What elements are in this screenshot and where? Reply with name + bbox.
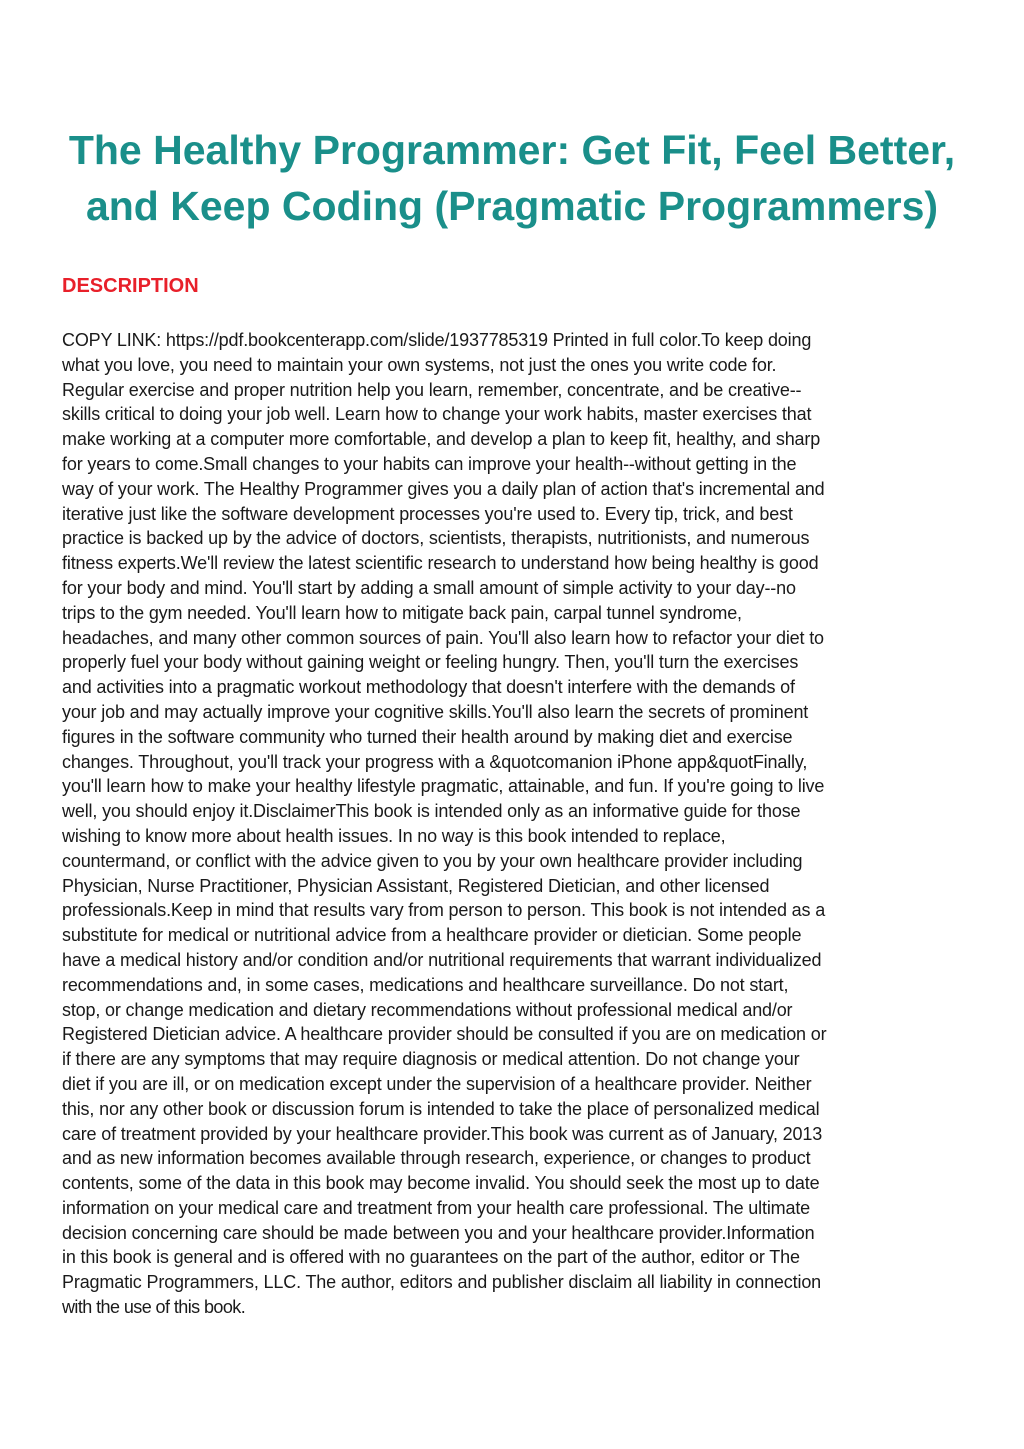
description-line: Regular exercise and proper nutrition help you learn, remember, concentrate, and be creative-- <box>62 379 802 400</box>
description-line: recommendations and, in some cases, medications and healthcare surveillance. Do not start, <box>62 974 789 995</box>
description-line: Registered Dietician advice. A healthcare provider should be consulted if you are on medication or <box>62 1024 827 1045</box>
description-line: way of your work. The Healthy Programmer gives you a daily plan of action that's incremental and <box>62 478 825 499</box>
description-line: your job and may actually improve your cognitive skills.You'll also learn the secrets of prominent <box>62 701 809 722</box>
description-line: information on your medical care and treatment from your health care professional. The ultimate <box>62 1197 811 1218</box>
description-line: for your body and mind. You'll start by adding a small amount of simple activity to your day--no <box>62 577 796 598</box>
description-line: diet if you are ill, or on medication except under the supervision of a healthcare provider. Neither <box>62 1073 812 1094</box>
description-line: countermand, or conflict with the advice given to you by your own healthcare provider including <box>62 850 803 871</box>
description-line: substitute for medical or nutritional advice from a healthcare provider or dietician. Some people <box>62 925 802 946</box>
description-line: and as new information becomes available through research, experience, or changes to product <box>62 1148 811 1169</box>
section-heading-description: DESCRIPTION <box>62 275 199 297</box>
description-line: skills critical to doing your job well. Learn how to change your work habits, master exercises that <box>62 404 812 425</box>
description-line: COPY LINK: https://pdf.bookcenterapp.com/slide/1937785319 Printed in full color.To keep doing <box>62 330 812 350</box>
description-line: what you love, you need to maintain your own systems, not just the ones you write code for. <box>62 354 777 375</box>
description-line: this, nor any other book or discussion forum is intended to take the place of personalized medical <box>62 1098 820 1119</box>
description-line: contents, some of the data in this book may become invalid. You should seek the most up to date <box>62 1173 820 1194</box>
description-line: and activities into a pragmatic workout methodology that doesn't interfere with the demands of <box>62 677 795 698</box>
description-line: properly fuel your body without gaining weight or feeling hungry. Then, you'll turn the exercises <box>62 652 799 673</box>
description-line: make working at a computer more comfortable, and develop a plan to keep fit, healthy, and sharp <box>62 429 821 450</box>
description-line: professionals.Keep in mind that results vary from person to person. This book is not intended as a <box>62 900 826 921</box>
description-line: wishing to know more about health issues. In no way is this book intended to replace, <box>62 825 726 846</box>
book-title-line: The Healthy Programmer: Get Fit, Feel Better, <box>68 127 956 173</box>
description-line: have a medical history and/or condition and/or nutritional requirements that warrant individualized <box>62 949 822 970</box>
description-line: headaches, and many other common sources of pain. You'll also learn how to refactor your diet to <box>62 627 824 648</box>
description-line: changes. Throughout, you'll track your progress with a &quotcomanion iPhone app&quotFinally, <box>62 751 808 772</box>
description-line: Pragmatic Programmers, LLC. The author, editors and publisher disclaim all liability in connection <box>62 1272 822 1293</box>
description-line: for years to come.Small changes to your habits can improve your health--without getting in the <box>62 453 797 474</box>
description-line: decision concerning care should be made between you and your healthcare provider.Information <box>62 1222 815 1243</box>
description-line: in this book is general and is offered with no guarantees on the part of the author, editor or The <box>62 1247 800 1268</box>
description-line: if there are any symptoms that may require diagnosis or medical attention. Do not change your <box>62 1049 800 1070</box>
description-line: Physician, Nurse Practitioner, Physician Assistant, Registered Dietician, and other licensed <box>62 875 770 896</box>
description-line: fitness experts.We'll review the latest scientific research to understand how being healthy is good <box>62 553 819 574</box>
description-line: stop, or change medication and dietary recommendations without professional medical and/or <box>62 999 793 1020</box>
book-title-line: and Keep Coding (Pragmatic Programmers) <box>85 183 939 229</box>
description-line: trips to the gym needed. You'll learn how to mitigate back pain, carpal tunnel syndrome, <box>62 602 742 623</box>
description-line: iterative just like the software development processes you're used to. Every tip, trick, and best <box>62 503 793 524</box>
description-body <box>62 328 982 1320</box>
description-line: with the use of this book. <box>62 1297 246 1318</box>
description-line: care of treatment provided by your healthcare provider.This book was current as of January, 2013 <box>62 1123 823 1144</box>
book-title <box>40 122 984 234</box>
description-line: you'll learn how to make your healthy lifestyle pragmatic, attainable, and fun. If you're going to live <box>62 776 825 797</box>
description-line: well, you should enjoy it.DisclaimerThis book is intended only as an informative guide for those <box>62 801 801 822</box>
description-line: figures in the software community who turned their health around by making diet and exercise <box>62 726 793 747</box>
description-line: practice is backed up by the advice of doctors, scientists, therapists, nutritionists, and numerous <box>62 528 810 549</box>
